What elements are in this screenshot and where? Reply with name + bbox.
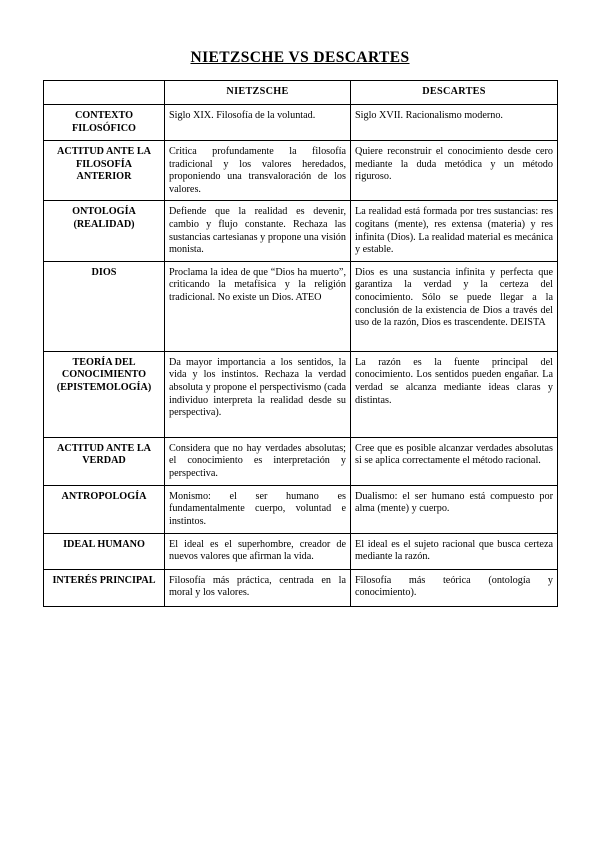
column-header-descartes: DESCARTES <box>351 81 558 105</box>
descartes-cell: La razón es la fuente principal del conocimiento. Los sentidos pueden engañar. La verdad se alcanza mediante ideas claras y distintas. <box>351 351 558 437</box>
row-label: ACTITUD ANTE LA FILOSOFÍA ANTERIOR <box>44 141 165 201</box>
nietzsche-cell: Da mayor importancia a los sentidos, la vida y los instintos. Rechaza la verdad absoluta y propone el perspectivismo (cada individuo interpreta la realidad desde su perspectiva). <box>165 351 351 437</box>
nietzsche-cell: Critica profundamente la filosofía tradicional y los valores heredados, proponiendo una transvaloración de los valores. <box>165 141 351 201</box>
table-row <box>44 201 558 261</box>
nietzsche-cell: Considera que no hay verdades absolutas; el conocimiento es interpretación y perspectiva. <box>165 437 351 485</box>
table-row <box>44 485 558 533</box>
table-header-row <box>44 81 558 105</box>
row-label: IDEAL HUMANO <box>44 533 165 569</box>
descartes-cell: Filosofía más teórica (ontología y conocimiento). <box>351 569 558 606</box>
row-label: ACTITUD ANTE LA VERDAD <box>44 437 165 485</box>
comparison-table <box>43 80 558 607</box>
table-row <box>44 141 558 201</box>
row-label: ONTOLOGÍA (REALIDAD) <box>44 201 165 261</box>
table-row <box>44 569 558 606</box>
row-label: INTERÉS PRINCIPAL <box>44 569 165 606</box>
table-row <box>44 437 558 485</box>
row-label: TEORÍA DEL CONOCIMIENTO (EPISTEMOLOGÍA) <box>44 351 165 437</box>
descartes-cell: Quiere reconstruir el conocimiento desde cero mediante la duda metódica y un método riguroso. <box>351 141 558 201</box>
row-label: ANTROPOLOGÍA <box>44 485 165 533</box>
nietzsche-cell: El ideal es el superhombre, creador de nuevos valores que afirman la vida. <box>165 533 351 569</box>
descartes-cell: Siglo XVII. Racionalismo moderno. <box>351 105 558 141</box>
table-row <box>44 351 558 437</box>
descartes-cell: Cree que es posible alcanzar verdades absolutas si se aplica correctamente el método racional. <box>351 437 558 485</box>
column-header-nietzsche: NIETZSCHE <box>165 81 351 105</box>
descartes-cell: Dualismo: el ser humano está compuesto por alma (mente) y cuerpo. <box>351 485 558 533</box>
table-row <box>44 533 558 569</box>
nietzsche-cell: Monismo: el ser humano es fundamentalmente cuerpo, voluntad e instintos. <box>165 485 351 533</box>
page-title: NIETZSCHE VS DESCARTES <box>190 49 410 66</box>
descartes-cell: El ideal es el sujeto racional que busca certeza mediante la razón. <box>351 533 558 569</box>
nietzsche-cell: Defiende que la realidad es devenir, cambio y flujo constante. Rechaza las sustancias cartesianas y propone una visión monista. <box>165 201 351 261</box>
empty-corner-cell <box>44 81 165 105</box>
row-label: CONTEXTO FILOSÓFICO <box>44 105 165 141</box>
nietzsche-cell: Siglo XIX. Filosofía de la voluntad. <box>165 105 351 141</box>
nietzsche-cell: Filosofía más práctica, centrada en la moral y los valores. <box>165 569 351 606</box>
row-label: DIOS <box>44 261 165 351</box>
table-row <box>44 261 558 351</box>
nietzsche-cell: Proclama la idea de que “Dios ha muerto”, criticando la metafísica y la religión tradicional. No existe un Dios. ATEO <box>165 261 351 351</box>
table-row <box>44 105 558 141</box>
descartes-cell: Dios es una sustancia infinita y perfecta que garantiza la verdad y la certeza del conocimiento. Sólo se puede llegar a la conclusión de la existencia de Dios a través del uso de la razón, Dios es trascendente. DEISTA <box>351 261 558 351</box>
descartes-cell: La realidad está formada por tres sustancias: res cogitans (mente), res extensa (materia) y res infinita (Dios). La realidad material es mecánica y estable. <box>351 201 558 261</box>
